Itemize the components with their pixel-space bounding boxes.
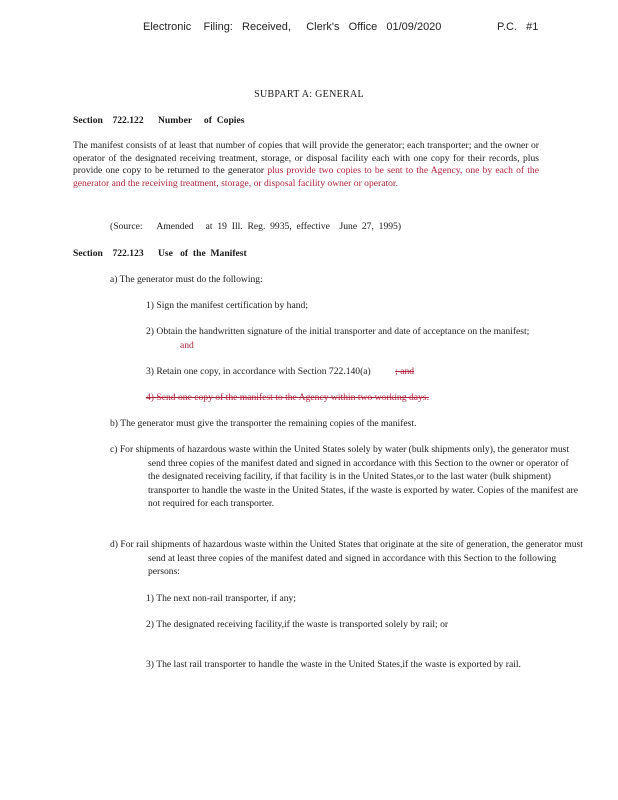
item-a2-text: 2) Obtain the handwritten signature of the initial transporter and date of acceptance on the manifest;: [146, 326, 530, 337]
source-note: (Source: Amended at 19 Ill. Reg. 9935, effective June 27, 1995): [110, 221, 402, 232]
section-722-122-heading: Section 722.122 Number of Copies: [73, 115, 245, 126]
deleted-and: ; and: [395, 366, 415, 377]
section-722-122-text: The manifest consists of at least that number of copies that will provide the generator; each transporter; and the owner or operator of the designated receiving treatment, storage, or disposal facility each with one copy for their records, plus provide one copy to be returned to the generator: [73, 140, 539, 177]
inserted-text: plus provide two copies to be sent to the Agency, one by each of the generator and the receiving treatment, storage, or disposal facility owner or operator.: [73, 165, 539, 189]
item-c: c) For shipments of hazardous waste within the United States solely by water (bulk shipments only), the generator must send three copies of the manifest dated and signed in accordance with this Section to the owner or operator of the designated receiving facility, if that facility is in the United States,or to the last water (bulk shipment) transporter to handle the waste in the United States, if the waste is exported by water. Copies of the manifest are not required for each transporter.: [110, 444, 578, 510]
item-a1: 1) Sign the manifest certification by hand;: [146, 300, 308, 311]
item-a2: [146, 325, 540, 352]
filing-stamp: Electronic Filing: Received, Clerk's Office 01/09/2020: [143, 21, 442, 33]
item-a3: [146, 365, 560, 379]
item-d1: 1) The next non-rail transporter, if any;: [146, 593, 296, 604]
item-b: b) The generator must give the transporter the remaining copies of the manifest.: [110, 418, 417, 429]
section-722-122-body: [73, 140, 539, 190]
section-722-123-heading: Section 722.123 Use of the Manifest: [73, 248, 247, 259]
item-d3: 3) The last rail transporter to handle the waste in the United States,if the waste is exported by rail.: [146, 659, 521, 670]
item-a4-deleted: 4) Send one copy of the manifest to the Agency within two working days.: [146, 392, 429, 403]
subpart-title: SUBPART A: GENERAL: [254, 89, 364, 100]
item-d: d) For rail shipments of hazardous waste within the United States that originate at the site of generation, the generator must send at least three copies of the manifest dated and signed in accordance with this Section to the following persons:: [110, 539, 583, 578]
item-a3-text: 3) Retain one copy, in accordance with Section 722.140(a): [146, 366, 371, 377]
page-code: P.C. #1: [497, 21, 539, 33]
item-d2: 2) The designated receiving facility,if the waste is transported solely by rail; or: [146, 619, 449, 630]
item-a: a) The generator must do the following:: [110, 274, 263, 285]
inserted-and: and: [180, 339, 194, 351]
